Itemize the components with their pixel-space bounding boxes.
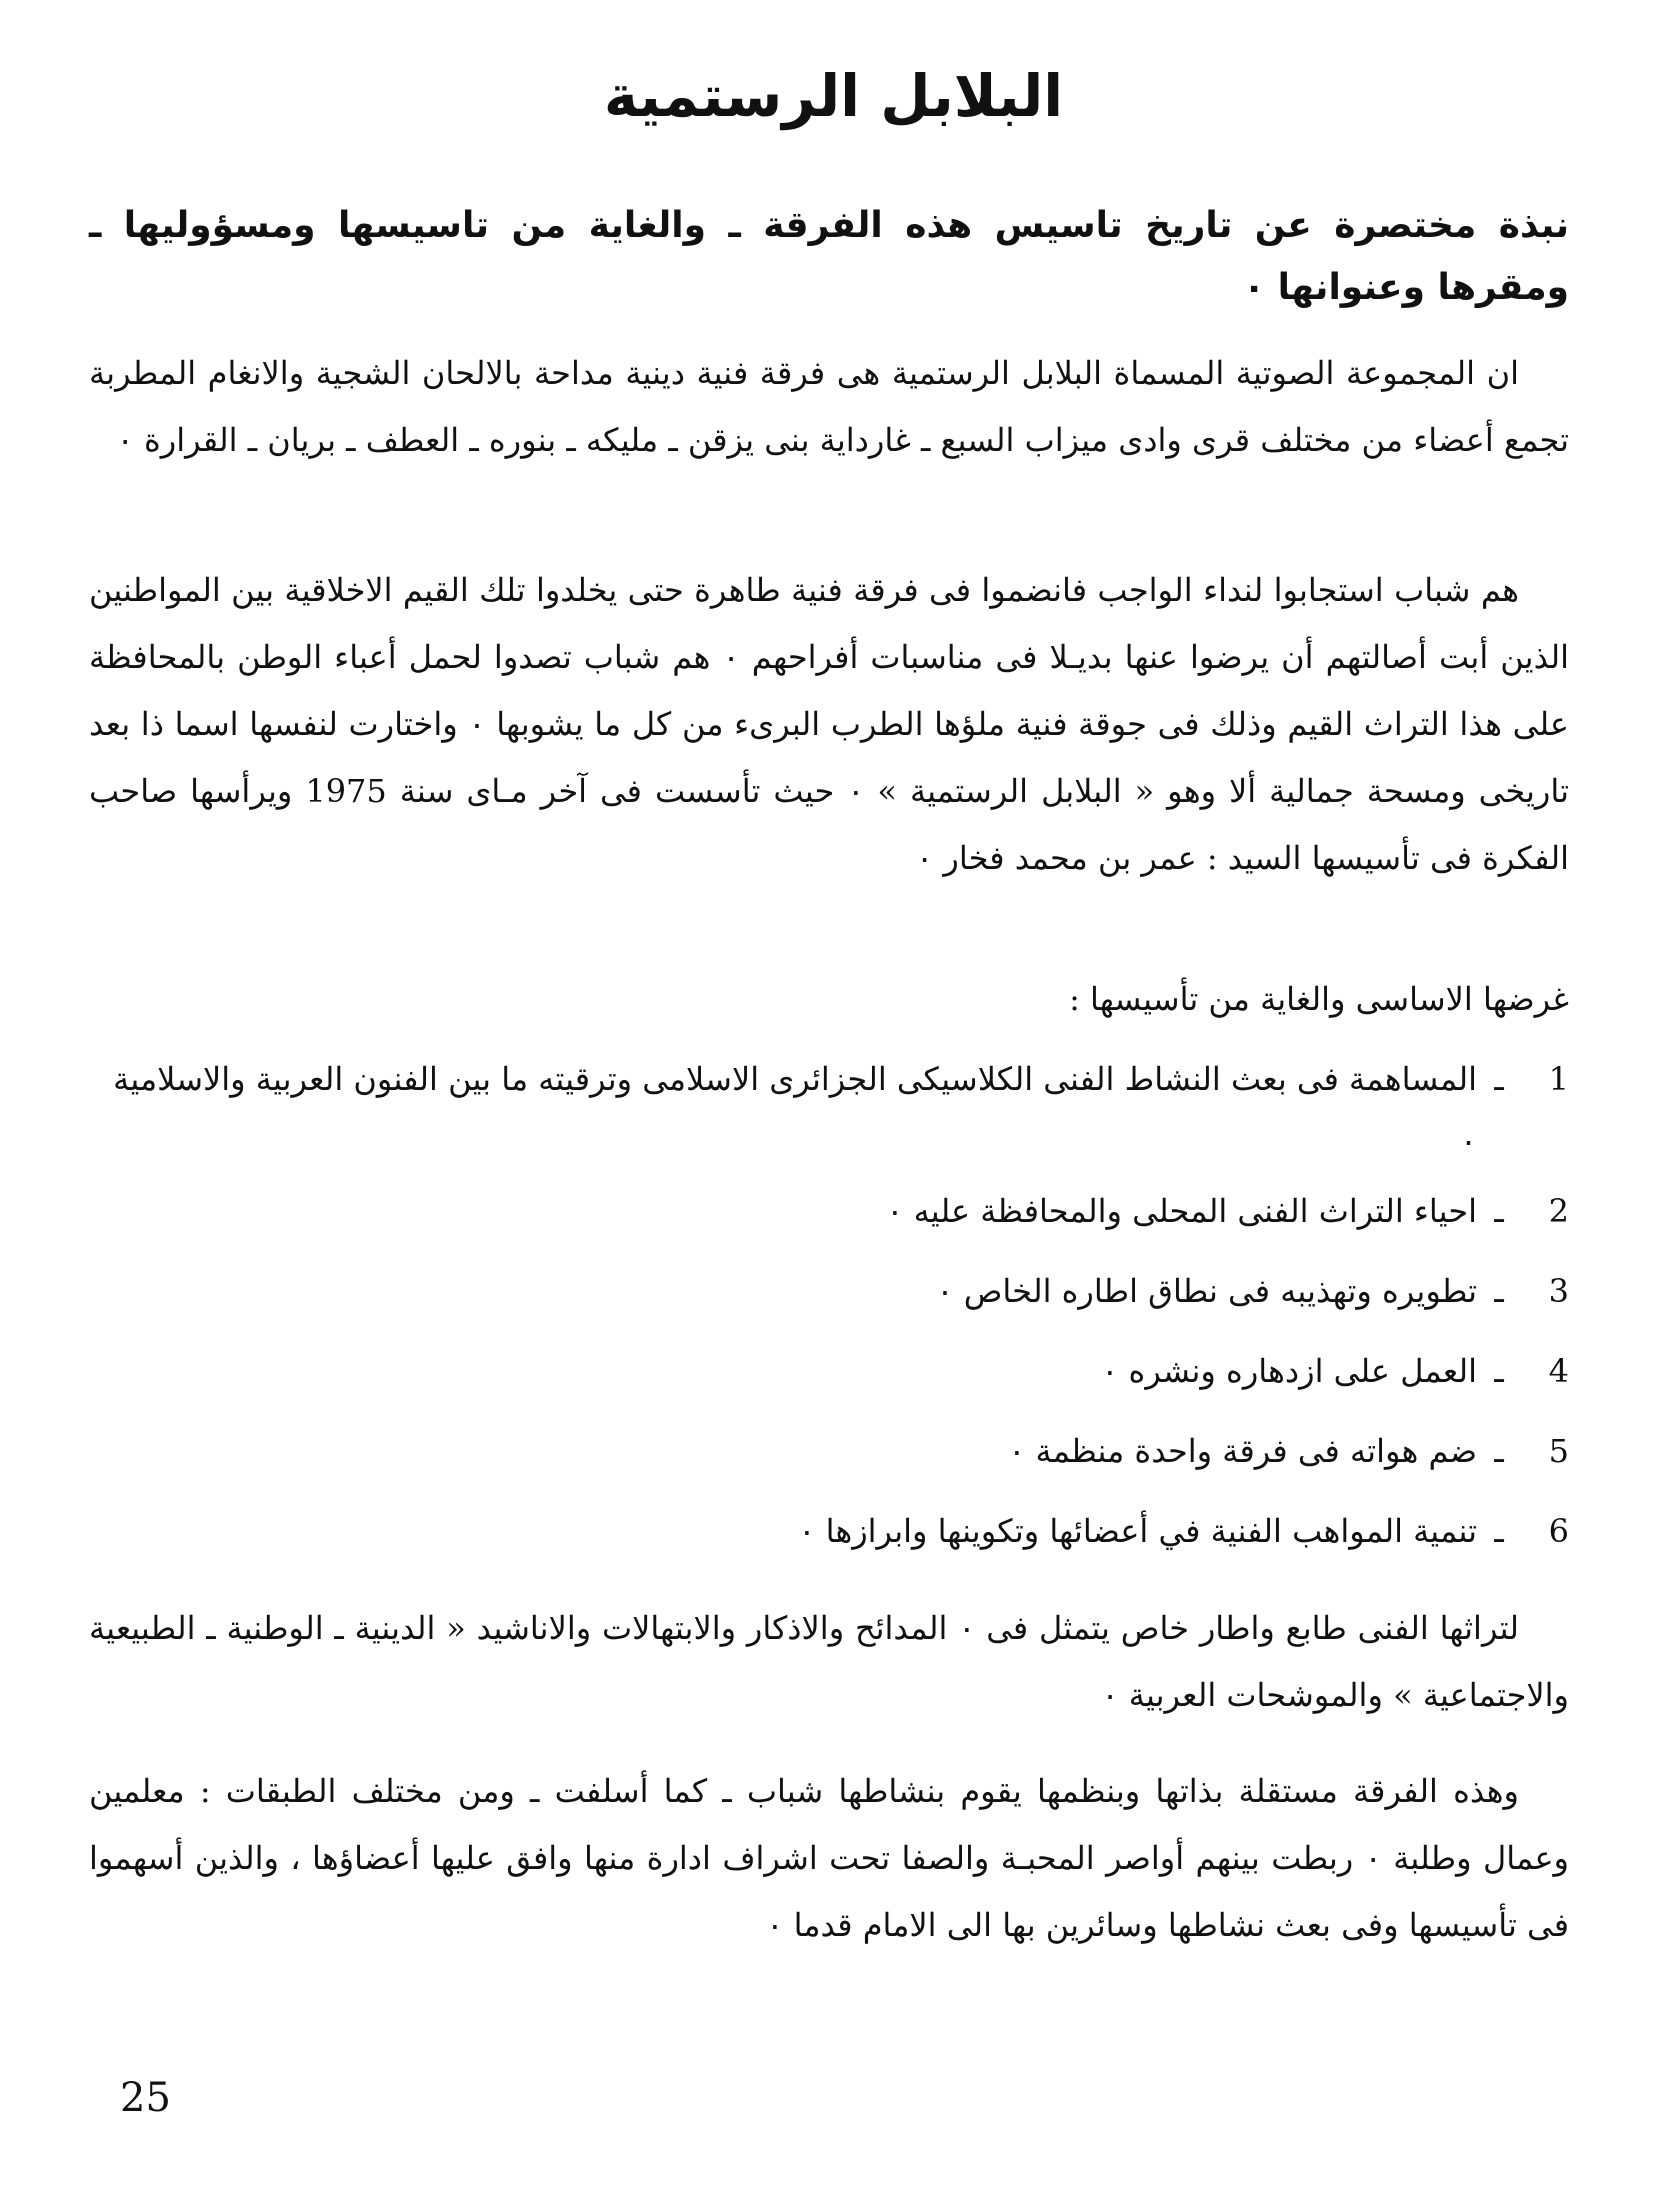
list-item-dash: ـ [1494, 1060, 1504, 1098]
list-item-number: 2 [1548, 1192, 1569, 1230]
page-title: البلابل الرستمية [603, 62, 1064, 130]
list-item-dash: ـ [1494, 1512, 1504, 1550]
list-item-text: احياء التراث الفنى المحلى والمحافظة عليه ٠ [886, 1192, 1477, 1230]
heritage-paragraph: لتراثها الفنى طابع واطار خاص يتمثل فى ٠ المدائح والاذكار والابتهالات والاناشيد « الدينية ـ الوطنية ـ الطبيعية والاجتماعية » والموشحات العربية ٠ [89, 1609, 1569, 1714]
independence-paragraph: وهذه الفرقة مستقلة بذاتها وبنظمها يقوم بنشاطها شباب ـ كما أسلفت ـ ومن مختلف الطبقات : معلمين وعمال وطلبة ٠ ربطت بينهم أواصر المحبـة والصفا تحت اشراف ادارة منها وافق عليها أعضاؤها ، والذين أسهموا فى تأسيسها وفى بعث نشاطها وسائرين بها الى الامام قدما ٠ [89, 1772, 1570, 1944]
list-item-number: 4 [1548, 1352, 1569, 1390]
page-number: 25 [120, 2075, 171, 2121]
list-item [89, 1420, 1569, 1482]
list-item [89, 1180, 1569, 1242]
list-item-dash: ـ [1494, 1432, 1504, 1470]
list-item-text: تنمية المواهب الفنية في أعضائها وتكوينها وابرازها ٠ [798, 1512, 1477, 1550]
list-item-number: 6 [1548, 1512, 1569, 1550]
list-item-text: ضم هواته فى فرقة واحدة منظمة ٠ [1008, 1432, 1477, 1470]
list-item-text: المساهمة فى بعث النشاط الفنى الكلاسيكى الجزائرى الاسلامى وترقيته ما بين الفنون العربية والاسلامية ٠ [113, 1060, 1477, 1160]
list-item [89, 1500, 1569, 1562]
list-item-dash: ـ [1494, 1192, 1504, 1230]
list-item [89, 1340, 1569, 1402]
list-item [89, 1048, 1569, 1172]
section-subtitle: نبذة مختصرة عن تاريخ تاسيس هذه الفرقة ـ والغاية من تاسيسها ومسؤوليها ـ ومقرها وعنوانها ٠ [89, 205, 1569, 308]
list-item-number: 3 [1548, 1272, 1569, 1310]
list-item-number: 1 [1548, 1060, 1569, 1098]
list-item [89, 1260, 1569, 1322]
list-item-dash: ـ [1494, 1352, 1504, 1390]
list-item-text: تطويره وتهذيبه فى نطاق اطاره الخاص ٠ [936, 1272, 1477, 1310]
list-item-dash: ـ [1494, 1272, 1504, 1310]
goals-lead: غرضها الاساسى والغاية من تأسيسها : [1069, 980, 1569, 1018]
youth-paragraph: هم شباب استجابوا لنداء الواجب فانضموا فى فرقة فنية طاهرة حتى يخلدوا تلك القيم الاخلاقية بين المواطنين الذين أبت أصالتهم أن يرضوا عنها بديـلا فى مناسبات أفراحهم ٠ هم شباب تصدوا لحمل أعباء الوطن بالمحافظة على هذا التراث القيم وذلك فى جوقة فنية ملؤها الطرب البرىء من كل ما يشوبها ٠ واختارت لنفسها اسما ذا بعد تاريخى ومسحة جمالية ألا وهو « البلابل الرستمية » ٠ حيث تأسست فى آخر مـاى سنة 1975 ويرأسها صاحب الفكرة فى تأسيسها السيد : عمر بن محمد فخار ٠ [89, 571, 1570, 877]
intro-paragraph: ان المجموعة الصوتية المسماة البلابل الرستمية هى فرقة فنية دينية مداحة بالالحان الشجية والانغام المطربة تجمع أعضاء من مختلف قرى وادى ميزاب السبع ـ غارداية بنى يزقن ـ مليكه ـ بنوره ـ العطف ـ بريان ـ القرارة ٠ [89, 354, 1569, 459]
list-item-number: 5 [1548, 1432, 1569, 1470]
list-item-text: العمل على ازدهاره ونشره ٠ [1101, 1352, 1477, 1390]
